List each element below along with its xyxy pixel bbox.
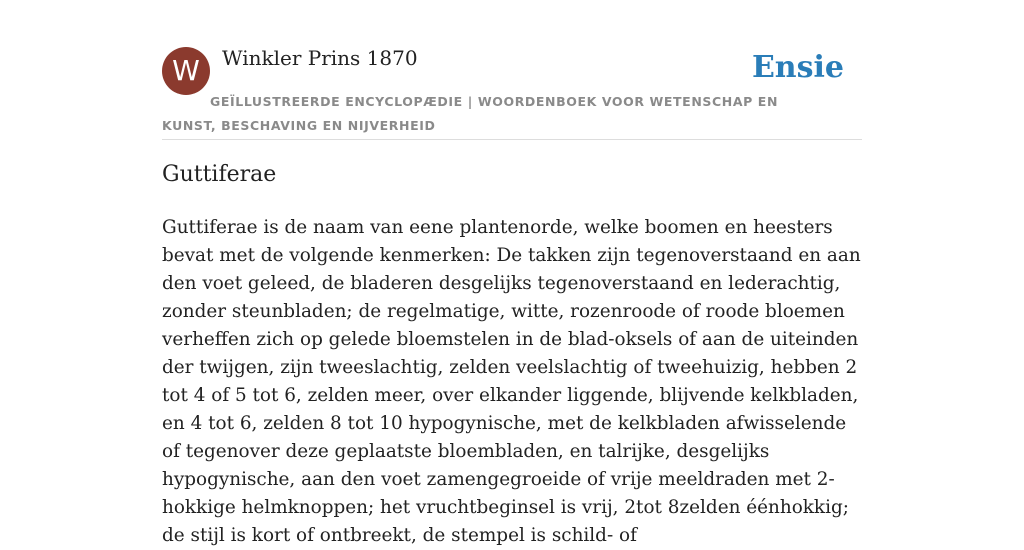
source-title-link[interactable]: Winkler Prins 1870	[222, 46, 418, 70]
source-avatar[interactable]: W	[162, 47, 210, 95]
source-subtitle: GEÏLLUSTREERDE ENCYCLOPÆDIE | WOORDENBOEK VOOR WETENSCHAP EN KUNST, BESCHAVING EN NIJVERHEID	[162, 94, 779, 133]
source-header	[162, 46, 862, 140]
ensie-logo[interactable]: Ensie	[751, 50, 844, 85]
entry-title: Guttiferae	[162, 162, 277, 187]
entry-body-text: Guttiferae is de naam van eene plantenorde, welke boomen en heesters bevat met de volgende kenmerken: De takken zijn tegenoverstaand en aan den voet geleed, de bladeren desgelijks tegenoverstaand en lederachtig, zonder steunbladen; de regelmatige, witte, rozenroode of roode bloemen verheffen zich op gelede bloemstelen in de blad-oksels of aan de uiteinden der twijgen, zijn tweeslachtig, zelden veelslachtig of tweehuizig, hebben 2 tot 4 of 5 tot 6, zelden meer, over elkander liggende, blijvende kelkbladen, en 4 tot 6, zelden 8 tot 10 hypogynische, met de kelkbladen afwisselende of tegenover deze geplaatste bloembladen, en talrijke, desgelijks hypogynische, aan den voet zamengegroeide of vrije meeldraden met 2-hokkige helmknoppen; het vruchtbeginsel is vrij, 2tot 8zelden éénhokkig; de stijl is kort of ontbreekt, de stempel is schild- of	[162, 217, 861, 546]
